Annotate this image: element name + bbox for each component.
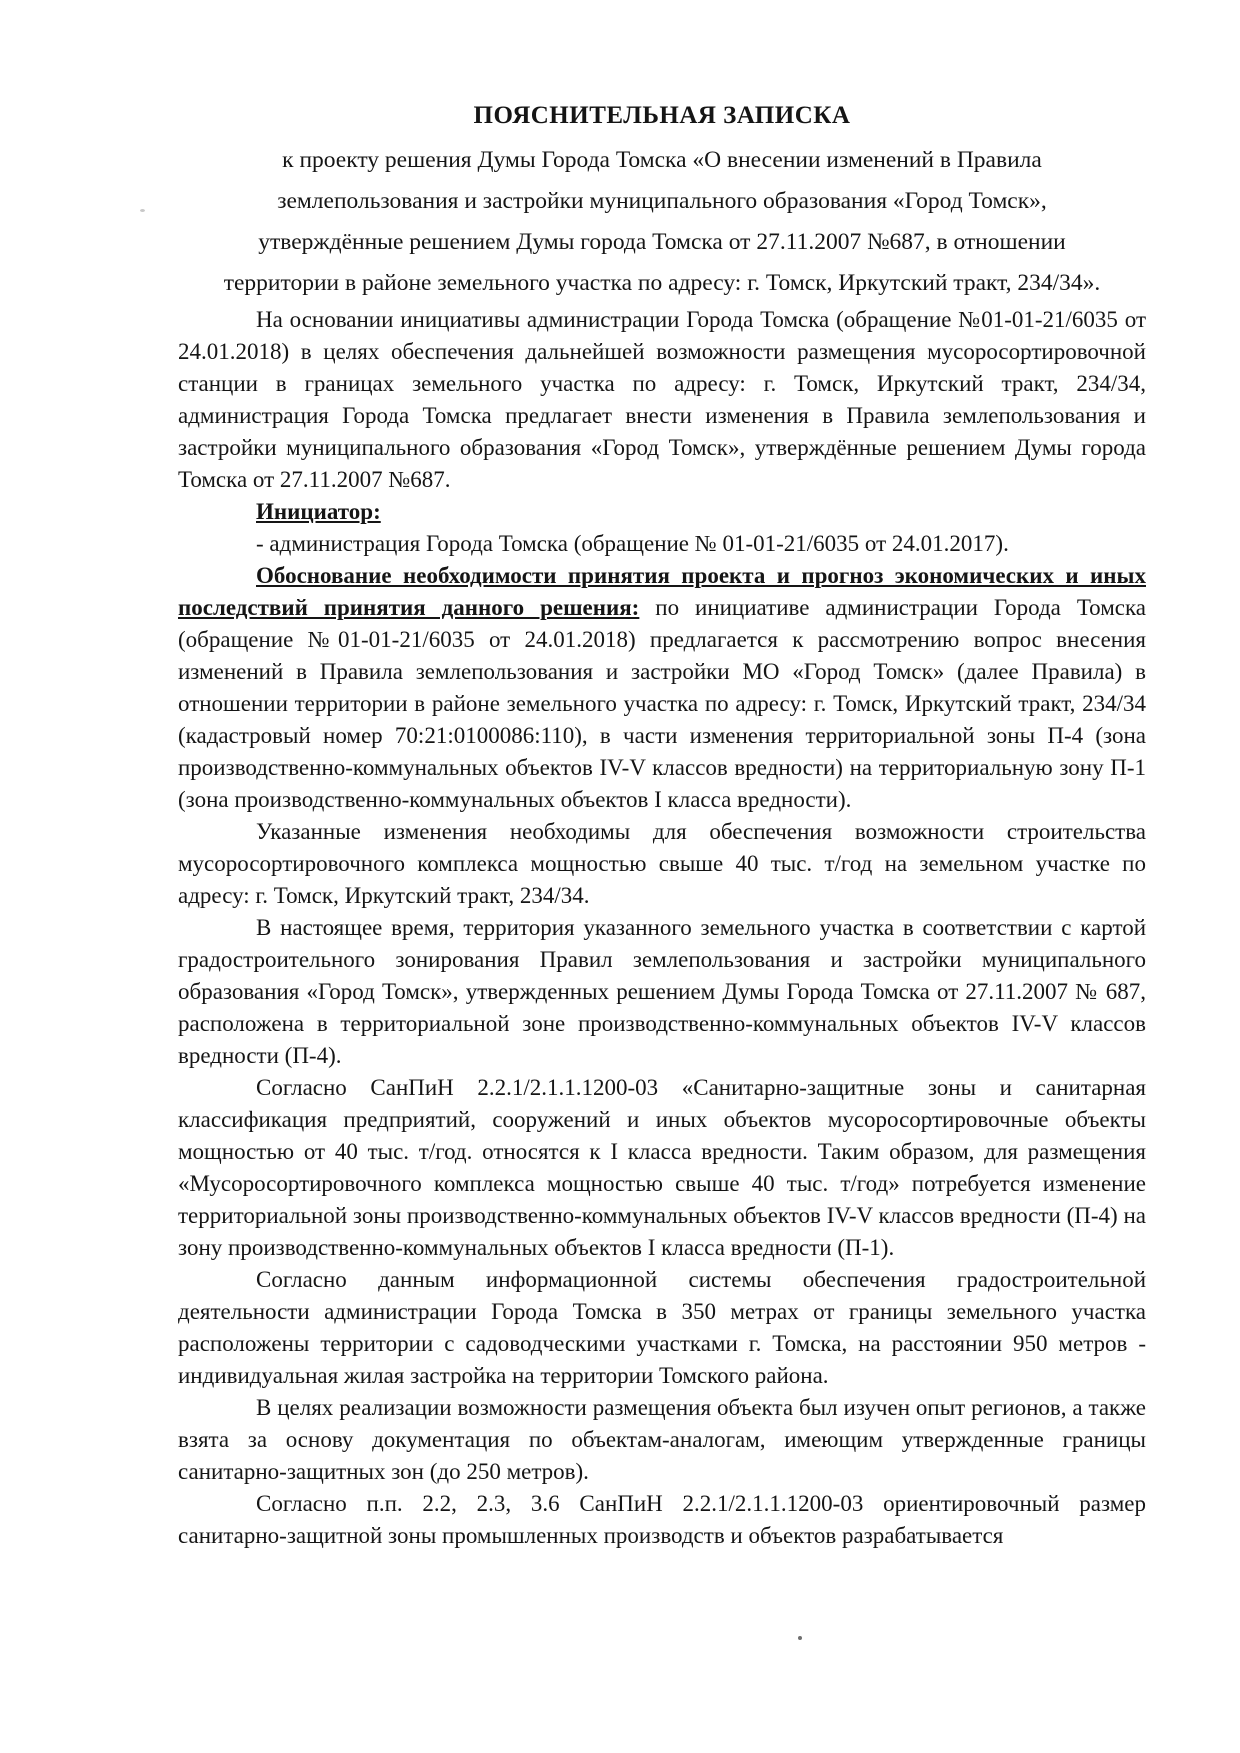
initiator-heading	[256, 496, 1146, 528]
document-subtitle	[178, 140, 1146, 304]
initiator-item: - администрация Города Томска (обращение № 01-01-21/6035 от 24.01.2017).	[256, 531, 1009, 556]
justification-heading: Обоснование необходимости принятия проекта и прогноз экономических и иных последствий принятия данного решения:	[178, 563, 1146, 620]
scan-speck	[798, 1636, 802, 1640]
initiator-heading-text: Инициатор:	[256, 499, 381, 524]
body-paragraph: Согласно СанПиН 2.2.1/2.1.1.1200-03 «Санитарно-защитные зоны и санитарная классификация предприятий, сооружений и иных объектов мусоросортировочные объекты мощностью от 40 тыс. т/год. относятся к I класса вредности. Таким образом, для размещения «Мусоросортировочного комплекса мощностью свыше 40 тыс. т/год» потребуется изменение территориальной зоны производственно-коммунальных объектов IV-V классов вредности (П-4) на зону производственно-коммунальных объектов I класса вредности (П-1).	[178, 1075, 1146, 1260]
subtitle-line: территории в районе земельного участка по адресу: г. Томск, Иркутский тракт, 234/34».	[223, 270, 1101, 296]
body-paragraph: В целях реализации возможности размещения объекта был изучен опыт регионов, а также взята за основу документация по объектам-аналогам, имеющим утвержденные границы санитарно-защитных зон (до 250 метров).	[178, 1395, 1146, 1484]
document-title: ПОЯСНИТЕЛЬНАЯ ЗАПИСКА	[473, 102, 851, 129]
justification-body: по инициативе администрации Города Томска (обращение №01-01-21/6035 от 24.01.2018) предлагается к рассмотрению вопрос внесения изменений в Правила землепользования и застройки МО «Город Томск» (далее Правила) в отношении территории в районе земельного участка по адресу: г. Томск, Иркутский тракт, 234/34 (кадастровый номер 70:21:0100086:110), в части изменения территориальной зоны П-4 (зона производственно-коммунальных объектов IV-V классов вредности) на территориальную зону П-1 (зона производственно-коммунальных объектов I класса вредности).	[178, 595, 1146, 812]
subtitle-line: к проекту решения Думы Города Томска «О внесении изменений в Правила	[282, 147, 1042, 173]
justification-paragraph	[178, 560, 1146, 816]
subtitle-line: землепользования и застройки муниципального образования «Город Томск»,	[277, 188, 1047, 214]
body-paragraph: Указанные изменения необходимы для обеспечения возможности строительства мусоросортировочного комплекса мощностью свыше 40 тыс. т/год на земельном участке по адресу: г. Томск, Иркутский тракт, 234/34.	[178, 819, 1146, 908]
body-paragraph: Согласно данным информационной системы обеспечения градостроительной деятельности администрации Города Томска в 350 метрах от границы земельного участка расположены территории с садоводческими участками г. Томска, на расстоянии 950 метров - индивидуальная жилая застройка на территории Томского района.	[178, 1267, 1146, 1388]
subtitle-line: утверждённые решением Думы города Томска от 27.11.2007 №687, в отношении	[258, 229, 1066, 255]
intro-paragraph: На основании инициативы администрации Города Томска (обращение №01-01-21/6035 от 24.01.2018) в целях обеспечения дальнейшей возможности размещения мусоросортировочной станции в границах земельного участка по адресу: г. Томск, Иркутский тракт, 234/34, администрация Города Томска предлагает внести изменения в Правила землепользования и застройки муниципального образования «Город Томск», утверждённые решением Думы города Томска от 27.11.2007 №687.	[178, 307, 1146, 492]
document-content	[178, 100, 1146, 1552]
body-paragraph: Согласно п.п. 2.2, 2.3, 3.6 СанПиН 2.2.1/2.1.1.1200-03 ориентировочный размер санитарно-защитной зоны промышленных производств и объектов разрабатывается	[178, 1491, 1146, 1548]
body-paragraph: В настоящее время, территория указанного земельного участка в соответствии с картой градостроительного зонирования Правил землепользования и застройки муниципального образования «Город Томск», утвержденных решением Думы Города Томска от 27.11.2007 № 687, расположена в территориальной зоне производственно-коммунальных объектов IV-V классов вредности (П-4).	[178, 915, 1146, 1068]
scan-speck	[140, 209, 145, 212]
